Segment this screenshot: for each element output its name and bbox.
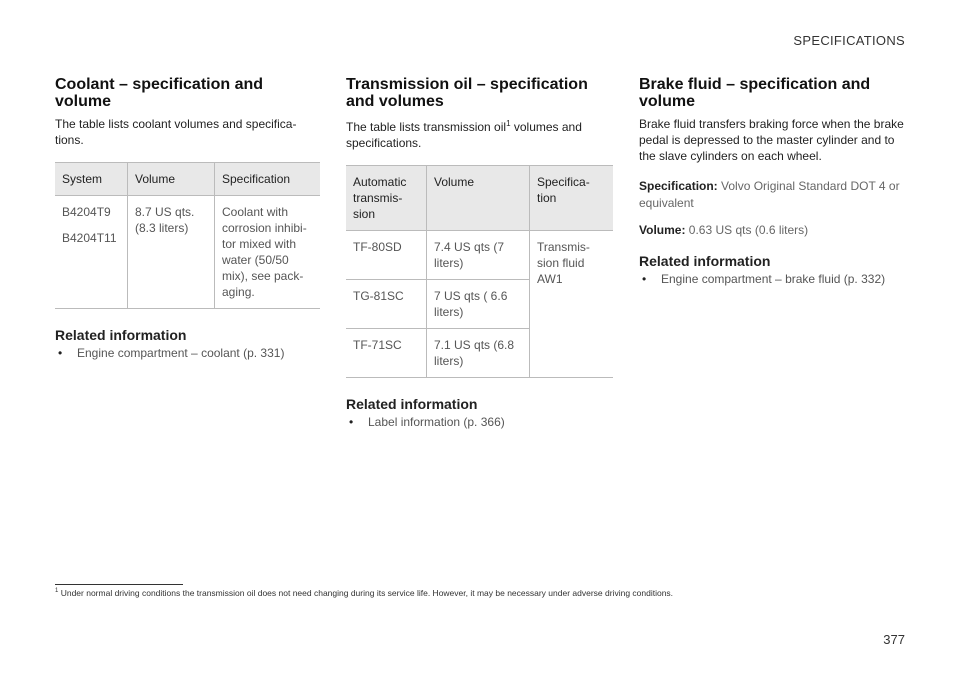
brake-fluid-intro: Brake fluid transfers braking force when the brake pedal is depressed to the master cylinder and to the slave cylinders on each wheel. bbox=[639, 117, 904, 163]
table-header-row bbox=[55, 163, 320, 196]
intro-text: volumes and specifications. bbox=[346, 120, 582, 150]
volume-cell: 8.7 US qts. (8.3 liters) bbox=[128, 196, 215, 309]
footnote-divider bbox=[55, 584, 183, 585]
column-header-specification: Specifica-tion bbox=[530, 166, 614, 231]
column-header-system: System bbox=[55, 163, 128, 196]
brake-fluid-section bbox=[639, 76, 905, 287]
related-info-heading: Related information bbox=[639, 253, 771, 269]
column-header-volume: Volume bbox=[128, 163, 215, 196]
specification-cell: Coolant with corrosion inhibi-tor mixed with water (50/50 mix), see pack-aging. bbox=[215, 196, 321, 309]
transmission-intro bbox=[346, 116, 613, 151]
model-cell: TG-81SC bbox=[346, 280, 427, 329]
bullet-icon: • bbox=[642, 272, 647, 286]
related-list bbox=[55, 345, 320, 361]
table-header-row bbox=[346, 166, 613, 231]
system-code: B4204T11 bbox=[62, 231, 117, 245]
footnote-marker[interactable]: 1 bbox=[506, 119, 511, 128]
table-row bbox=[346, 231, 613, 280]
transmission-table bbox=[346, 165, 613, 378]
volume-cell: 7.4 US qts (7 liters) bbox=[427, 231, 530, 280]
column-header-specification: Specification bbox=[215, 163, 321, 196]
table-row bbox=[55, 196, 320, 309]
footnote bbox=[55, 588, 673, 598]
column-header-transmission: Automatic transmis-sion bbox=[346, 166, 427, 231]
coolant-section bbox=[55, 76, 320, 361]
bullet-icon: • bbox=[58, 346, 63, 360]
related-link-label: Engine compartment – brake fluid (p. 332) bbox=[661, 272, 886, 286]
model-cell: TF-80SD bbox=[346, 231, 427, 280]
related-link[interactable] bbox=[346, 414, 613, 430]
related-info-heading: Related information bbox=[346, 396, 478, 412]
column-header-volume: Volume bbox=[427, 166, 530, 231]
volume-cell: 7 US qts ( 6.6 liters) bbox=[427, 280, 530, 329]
footnote-text: Under normal driving conditions the transmission oil does not need changing during its service life. However, it may be necessary under adverse driving conditions. bbox=[60, 588, 674, 598]
bullet-icon: • bbox=[349, 415, 354, 429]
volume-cell: 7.1 US qts (6.8 liters) bbox=[427, 329, 530, 378]
specification-value: Volvo Original Standard DOT 4 or equivalent bbox=[639, 179, 900, 210]
volume-line bbox=[639, 222, 905, 239]
transmission-title: Transmission oil – specification and volumes bbox=[346, 76, 588, 110]
model-cell: TF-71SC bbox=[346, 329, 427, 378]
related-link[interactable] bbox=[55, 345, 320, 361]
section-header: SPECIFICATIONS bbox=[793, 33, 905, 48]
coolant-table bbox=[55, 162, 320, 309]
transmission-section bbox=[346, 76, 613, 430]
related-list bbox=[639, 271, 905, 287]
related-link-label: Label information (p. 366) bbox=[368, 415, 505, 429]
volume-label: Volume: bbox=[639, 223, 686, 237]
volume-value: 0.63 US qts (0.6 liters) bbox=[688, 223, 809, 237]
related-list bbox=[346, 414, 613, 430]
page-number: 377 bbox=[883, 632, 905, 647]
footnote-number: 1 bbox=[55, 588, 59, 595]
specification-cell: Transmis-sion fluid AW1 bbox=[530, 231, 614, 378]
system-cell bbox=[55, 196, 128, 309]
system-code: B4204T9 bbox=[62, 205, 111, 219]
specification-label: Specification: bbox=[639, 179, 718, 193]
brake-fluid-title: Brake fluid – specification and volume bbox=[639, 76, 871, 110]
related-link[interactable] bbox=[639, 271, 905, 287]
coolant-title: Coolant – specification and volume bbox=[55, 76, 264, 110]
specification-line bbox=[639, 178, 905, 212]
related-info-heading: Related information bbox=[55, 327, 187, 343]
related-link-label: Engine compartment – coolant (p. 331) bbox=[77, 346, 285, 360]
coolant-intro: The table lists coolant volumes and specifica-tions. bbox=[55, 117, 297, 147]
intro-text: The table lists transmission oil bbox=[346, 120, 507, 134]
